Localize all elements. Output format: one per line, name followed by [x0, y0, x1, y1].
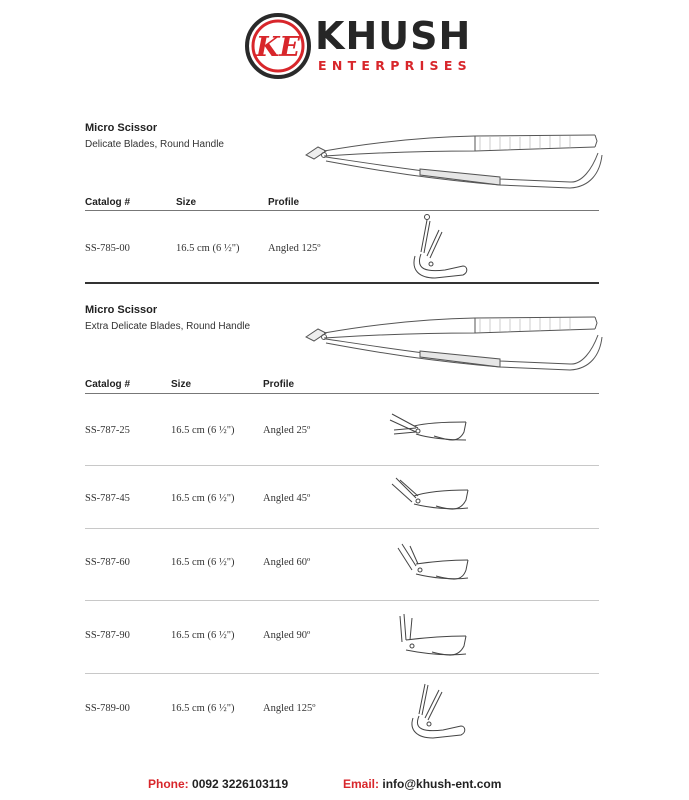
row-divider	[85, 600, 599, 601]
row-profile: Angled 90º	[263, 630, 311, 641]
row-profile: Angled 25º	[263, 425, 311, 436]
row-catalog: SS-785-00	[85, 243, 130, 254]
phone-label: Phone:	[148, 777, 189, 791]
profile-25-icon	[388, 410, 468, 450]
section1-header-rule	[85, 210, 599, 211]
profile-125-icon	[405, 212, 475, 284]
section2-col-catalog: Catalog #	[85, 379, 131, 390]
row-size: 16.5 cm (6 ½")	[171, 425, 235, 436]
scissor-illustration-icon	[300, 307, 600, 372]
footer-email	[343, 777, 501, 791]
row-profile: Angled 125º	[268, 243, 321, 254]
phone-number[interactable]: 0092 3226103119	[192, 777, 289, 791]
brand-name: KHUSH	[315, 14, 472, 58]
section1-subtitle: Delicate Blades, Round Handle	[85, 139, 224, 150]
row-divider	[85, 528, 599, 529]
row-divider	[85, 673, 599, 674]
row-catalog: SS-787-45	[85, 493, 130, 504]
section2-title: Micro Scissor	[85, 304, 158, 316]
row-catalog: SS-787-60	[85, 557, 130, 568]
section1-col-catalog: Catalog #	[85, 197, 131, 208]
row-size: 16.5 cm (6 ½")	[171, 493, 235, 504]
row-size: 16.5 cm (6 ½")	[171, 703, 235, 714]
row-catalog: SS-789-00	[85, 703, 130, 714]
row-size: 16.5 cm (6 ½")	[176, 243, 240, 254]
profile-60-icon	[396, 540, 472, 588]
profile-45-icon	[390, 474, 470, 520]
profile-125-icon	[405, 680, 475, 742]
logo-emblem-icon	[244, 12, 312, 80]
row-divider	[85, 465, 599, 466]
section-divider	[85, 282, 599, 284]
section1-title: Micro Scissor	[85, 122, 158, 134]
section2-subtitle: Extra Delicate Blades, Round Handle	[85, 321, 251, 332]
row-size: 16.5 cm (6 ½")	[171, 630, 235, 641]
email-link[interactable]: info@khush-ent.com	[382, 777, 502, 791]
section2-col-profile: Profile	[263, 379, 295, 390]
row-catalog: SS-787-90	[85, 630, 130, 641]
section1-col-size: Size	[176, 197, 197, 208]
row-profile: Angled 125º	[263, 703, 316, 714]
logo-monogram: KE	[255, 32, 301, 63]
section2-header-rule	[85, 393, 599, 394]
row-profile: Angled 60º	[263, 557, 311, 568]
row-size: 16.5 cm (6 ½")	[171, 557, 235, 568]
footer-phone	[148, 777, 288, 791]
profile-90-icon	[396, 610, 472, 664]
row-profile: Angled 45º	[263, 493, 311, 504]
email-label: Email:	[343, 777, 380, 791]
scissor-illustration-icon	[300, 125, 600, 190]
brand-tagline: ENTERPRISES	[318, 58, 472, 73]
row-catalog: SS-787-25	[85, 425, 130, 436]
section1-col-profile: Profile	[268, 197, 300, 208]
section2-col-size: Size	[171, 379, 192, 390]
